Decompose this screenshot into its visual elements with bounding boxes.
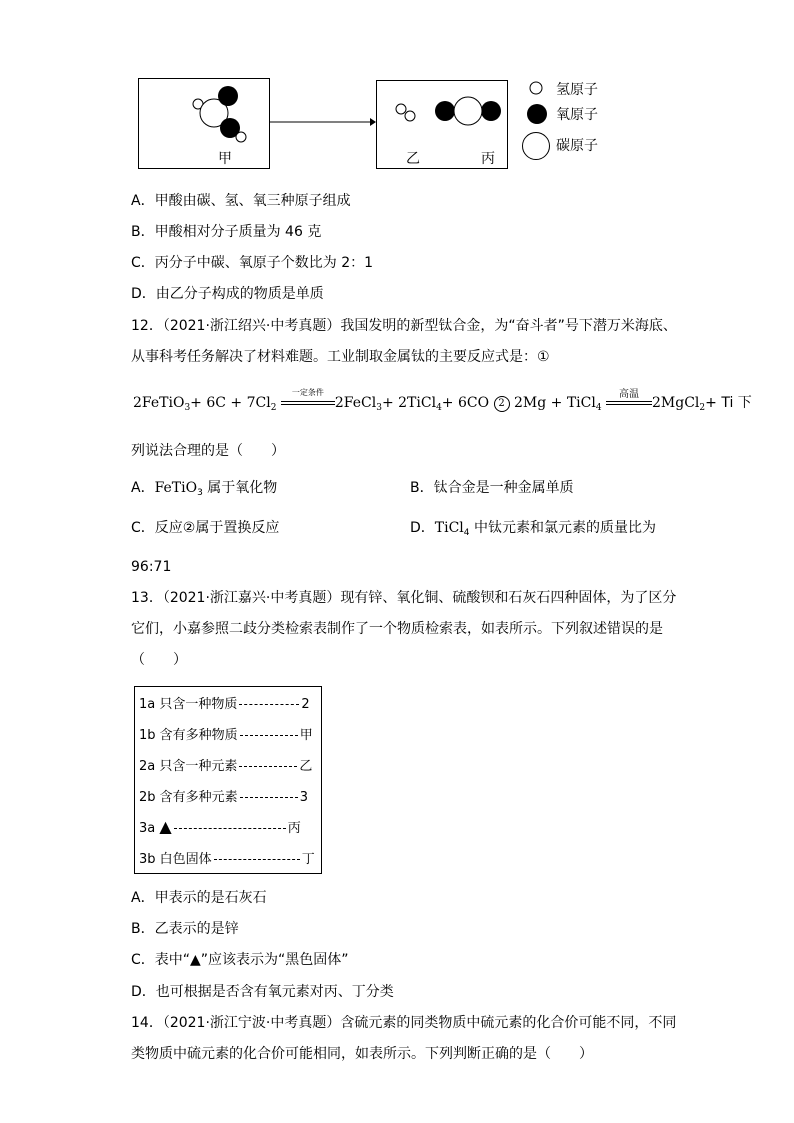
eq2-left: 2Mg + TiCl <box>513 395 596 411</box>
sub: 4 <box>595 403 602 413</box>
legend-hydrogen-icon <box>528 80 544 96</box>
eq2-right: 2MgCl <box>652 395 700 411</box>
key-row: 1a 只含一种物质 2 <box>139 697 310 712</box>
eq1-right-mid: + 2TiCl <box>381 395 437 411</box>
q14-line-1: 14．（2021·浙江宁波·中考真题）含硫元素的同类物质中硫元素的化合价可能不同，不同 <box>131 1015 677 1031</box>
sub: 2 <box>699 403 706 413</box>
q12-option-b: B．钛合金是一种金属单质 <box>410 480 574 496</box>
triangle-icon: ▲ <box>159 817 172 836</box>
reaction-arrow <box>270 116 376 128</box>
q11-option-d: D．由乙分子构成的物质是单质 <box>131 286 324 302</box>
legend-carbon-icon <box>521 131 551 161</box>
eq1-right-tail: + 6CO <box>441 395 490 411</box>
box2-label-left: 乙 <box>406 151 420 167</box>
q13-option-d: D．也可根据是否含有氧元素对丙、丁分类 <box>131 984 394 1000</box>
legend-carbon-label: 碳原子 <box>556 138 598 154</box>
oxygen-atom <box>481 101 501 121</box>
hydrogen-atom <box>236 132 246 142</box>
q13-line-3: （ ） <box>131 652 187 668</box>
hydrogen-molecule <box>394 102 418 124</box>
key-row: 3a ▲ 丙 <box>139 817 301 836</box>
legend-hydrogen-label: 氢原子 <box>556 82 598 98</box>
box2-label-right: 丙 <box>481 151 495 167</box>
q12-line-2: 从事科考任务解决了材料难题。工业制取金属钛的主要反应式是：① <box>131 349 550 365</box>
q12-equations <box>133 388 752 413</box>
sub: 3 <box>184 403 191 413</box>
q12-line-1: 12．（2021·浙江绍兴·中考真题）我国发明的新型钛合金，为“奋斗者”号下潜万米海底、 <box>131 318 677 334</box>
sub: 4 <box>436 403 442 413</box>
eq1-right: 2FeCl <box>334 395 377 411</box>
key-row: 2a 只含一种元素 乙 <box>139 759 313 774</box>
legend-oxygen-icon <box>526 103 548 125</box>
q13-line-1: 13．（2021·浙江嘉兴·中考真题）现有锌、氧化铜、硫酸钡和石灰石四种固体，为了区分 <box>131 590 677 606</box>
hydrogen-atom <box>396 104 406 114</box>
eq2-right-tail: + Ti 下 <box>705 395 752 411</box>
q11-option-c: C．丙分子中碳、氧原子个数比为 2：1 <box>131 255 374 271</box>
eq1-condition: 一定条件 <box>291 388 324 397</box>
q13-line-2: 它们，小嘉参照二歧分类检索表制作了一个物质检索表，如表所示。下列叙述错误的是 <box>131 621 663 637</box>
q12-option-d: D．TiCl$_4$ 中钛元素和氯元素的质量比为 <box>410 520 656 538</box>
sub: 2 <box>270 403 277 413</box>
circled-two: 2 <box>494 396 510 412</box>
key-row: 1b 含有多种物质 甲 <box>139 728 313 743</box>
co2-molecule <box>434 96 502 126</box>
eq1-condition-sign <box>281 388 335 413</box>
q13-option-a: A．甲表示的是石灰石 <box>131 890 267 906</box>
q12-option-c: C．反应②属于置换反应 <box>131 520 280 536</box>
formic-acid-molecule <box>188 84 248 144</box>
q13-option-c: C．表中“▲”应该表示为“黑色固体” <box>131 952 349 968</box>
sub: 3 <box>376 403 382 413</box>
oxygen-atom <box>435 101 455 121</box>
eq2-condition-sign <box>606 389 652 413</box>
q14-line-2: 类物质中硫元素的化合价可能相同，如表所示。下列判断正确的是（ ） <box>131 1046 593 1062</box>
key-row: 2b 含有多种元素 3 <box>139 790 308 805</box>
q12-line-3: 列说法合理的是（ ） <box>131 443 285 459</box>
key-row: 3b 白色固体 丁 <box>139 852 315 867</box>
q11-option-a: A．甲酸由碳、氢、氧三种原子组成 <box>131 193 351 209</box>
classification-key-table <box>134 686 322 874</box>
carbon-atom <box>454 97 482 125</box>
q12-option-a: A．FeTiO$_3$ 属于氧化物 <box>131 480 278 498</box>
hydrogen-atom <box>405 111 415 121</box>
q13-option-b: B．乙表示的是锌 <box>131 921 239 937</box>
q12-option-d-cont: 96:71 <box>131 559 172 575</box>
eq1-left-tail: + 6C + 7Cl <box>190 395 271 411</box>
eq1-left: 2FeTiO <box>133 395 185 411</box>
box1-label: 甲 <box>218 151 232 167</box>
legend-oxygen-label: 氧原子 <box>556 107 598 123</box>
eq2-condition: 高温 <box>619 389 640 400</box>
oxygen-atom <box>218 86 238 106</box>
q11-option-b: B．甲酸相对分子质量为 46 克 <box>131 224 322 240</box>
